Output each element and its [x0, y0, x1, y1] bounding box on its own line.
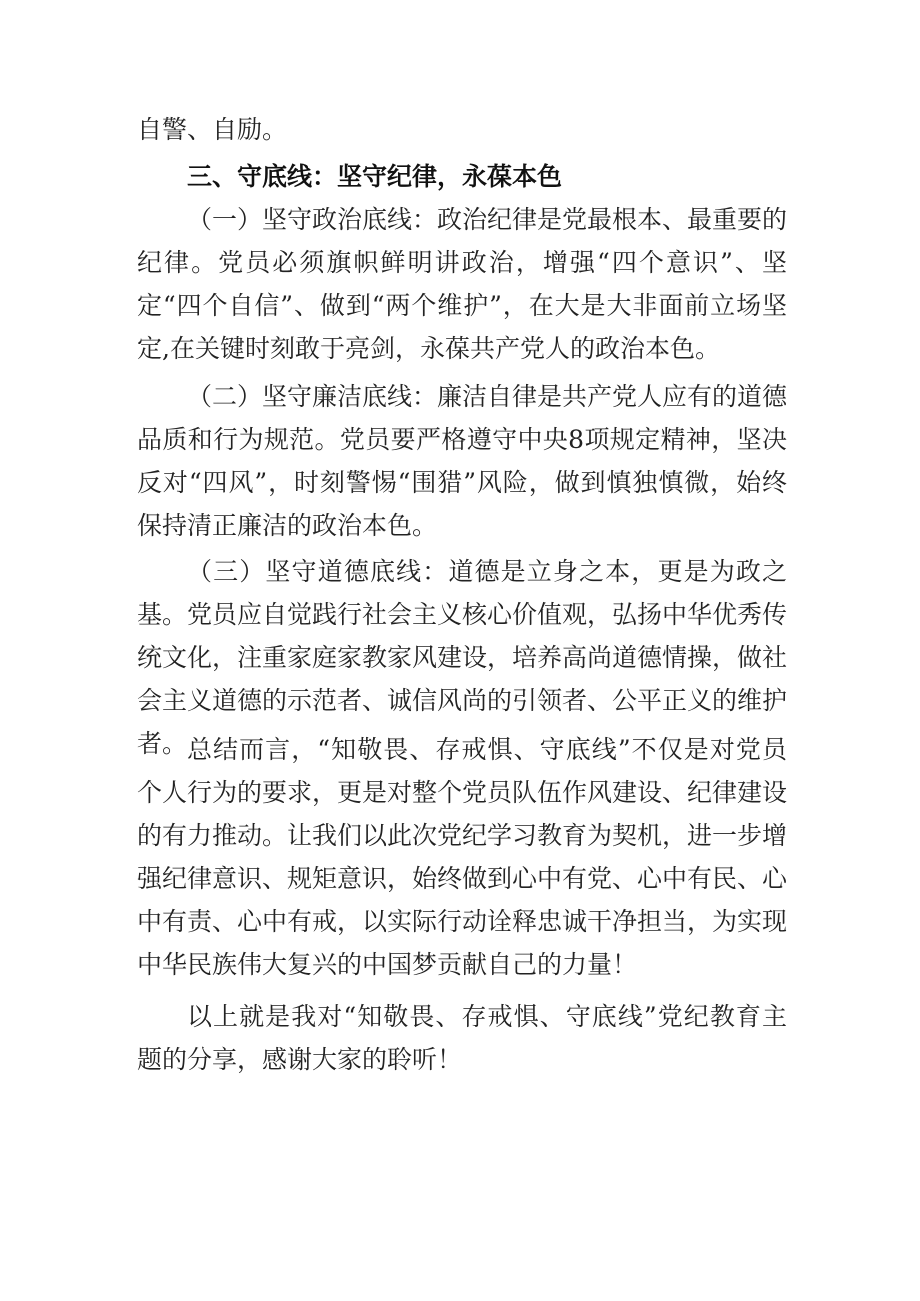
paragraph-summary-block [137, 728, 787, 986]
paragraph-closing: 以上就是我对“知敬畏、存戒惧、守底线”党纪教育主题的分享，感谢大家的聆听！ [137, 1002, 787, 1074]
paragraph-political-bottom-line: （一）坚守政治底线：政治纪律是党最根本、最重要的纪律。党员必须旗帜鲜明讲政治，增强“四个意识”、坚定“四个自信”、做到“两个维护”，在大是大非面前立场坚定,在关键时刻敢于亮剑，永葆共产党人的政治本色。 [137, 205, 788, 363]
paragraph-integrity-block [137, 375, 787, 547]
continuation-block [137, 108, 787, 151]
paragraph-summary: 总结而言，“知敬畏、存戒惧、守底线”不仅是对党员个人行为的要求，更是对整个党员队伍作风建设、纪律建设的有力推动。让我们以此次党纪学习教育为契机，进一步增强纪律意识、规矩意识，始终做到心中有党、心中有民、心中有责、心中有戒，以实际行动诠释忠诚干净担当，为实现中华民族伟大复兴的中国梦贡献自己的力量！ [137, 735, 788, 979]
continuation-text: 自警、自励。 [137, 115, 288, 144]
section-heading: 三、守底线：坚守纪律，永葆本色 [187, 162, 563, 191]
paragraph-political-block [137, 198, 787, 370]
paragraph-closing-block [137, 995, 787, 1081]
paragraph-moral-bottom-line: （三）坚守道德底线：道德是立身之本，更是为政之基。党员应自觉践行社会主义核心价值观，弘扬中华优秀传统文化，注重家庭家教家风建设，培养高尚道德情操，做社会主义道德的示范者、诚信风尚的引领者、公平正义的维护者。 [137, 557, 788, 758]
paragraph-integrity-bottom-line: （二）坚守廉洁底线：廉洁自律是共产党人应有的道德品质和行为规范。党员要严格遵守中央8项规定精神，坚决反对“四风”，时刻警惕“围猎”风险，做到慎独慎微，始终保持清正廉洁的政治本色。 [137, 382, 788, 540]
section-heading-block [137, 155, 787, 198]
